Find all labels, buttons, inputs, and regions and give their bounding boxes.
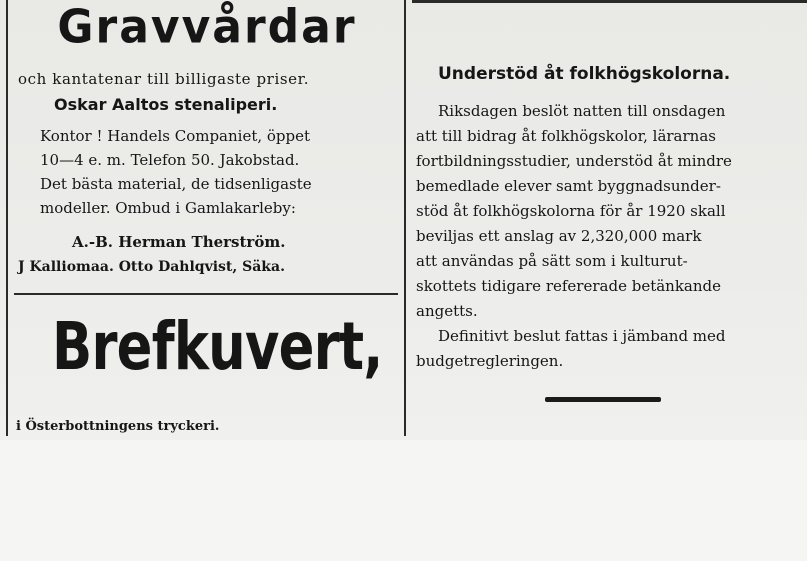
article-line: fortbildningsstudier, understöd åt mindre — [416, 152, 732, 170]
article-line: skottets tidigare refererade betänkande — [416, 277, 721, 295]
article-line: angetts. — [416, 302, 478, 320]
column-rule-middle — [404, 0, 406, 436]
article-line: Definitivt beslut fattas i jämband med — [438, 327, 726, 345]
ad-separator-rule — [14, 293, 398, 295]
ad-line: Kontor ! Handels Companiet, öppet — [40, 127, 311, 145]
top-rule-right — [412, 0, 807, 3]
article-line: att användas på sätt som i kulturut- — [416, 252, 688, 270]
article-line: stöd åt folkhögskolorna för år 1920 skall — [416, 202, 726, 220]
article-line: bemedlade elever samt byggnadsunder- — [416, 177, 721, 195]
article-line: budgetregleringen. — [416, 352, 564, 370]
ad-line: och kantatenar till billigaste priser. — [18, 70, 310, 88]
column-rule-left — [6, 0, 8, 436]
ad-line: Det bästa material, de tidsenligaste — [40, 175, 312, 193]
ad-title: Gravvårdar — [57, 0, 357, 55]
ad-line: modeller. Ombud i Gamlakarleby: — [40, 199, 296, 217]
article-headline: Understöd åt folkhögskolorna. — [438, 64, 731, 84]
article-line: beviljas ett anslag av 2,320,000 mark — [416, 227, 702, 245]
bref-subtitle: i Österbottningens tryckeri. — [16, 419, 220, 434]
blank-margin — [0, 440, 807, 561]
ad-line: A.-B. Herman Therström. — [72, 233, 286, 251]
ad-line: 10—4 e. m. Telefon 50. Jakobstad. — [40, 151, 300, 169]
ad-line: J Kalliomaa. Otto Dahlqvist, Säka. — [18, 259, 285, 275]
article-line: Riksdagen beslöt natten till onsdagen — [438, 102, 726, 120]
article-line: att till bidrag åt folkhögskolor, lärarnas — [416, 127, 716, 145]
ad-line: Oskar Aaltos stenaliperi. — [54, 95, 278, 114]
article-end-rule — [545, 397, 661, 402]
bref-title: Brefkuvert, — [52, 308, 383, 385]
